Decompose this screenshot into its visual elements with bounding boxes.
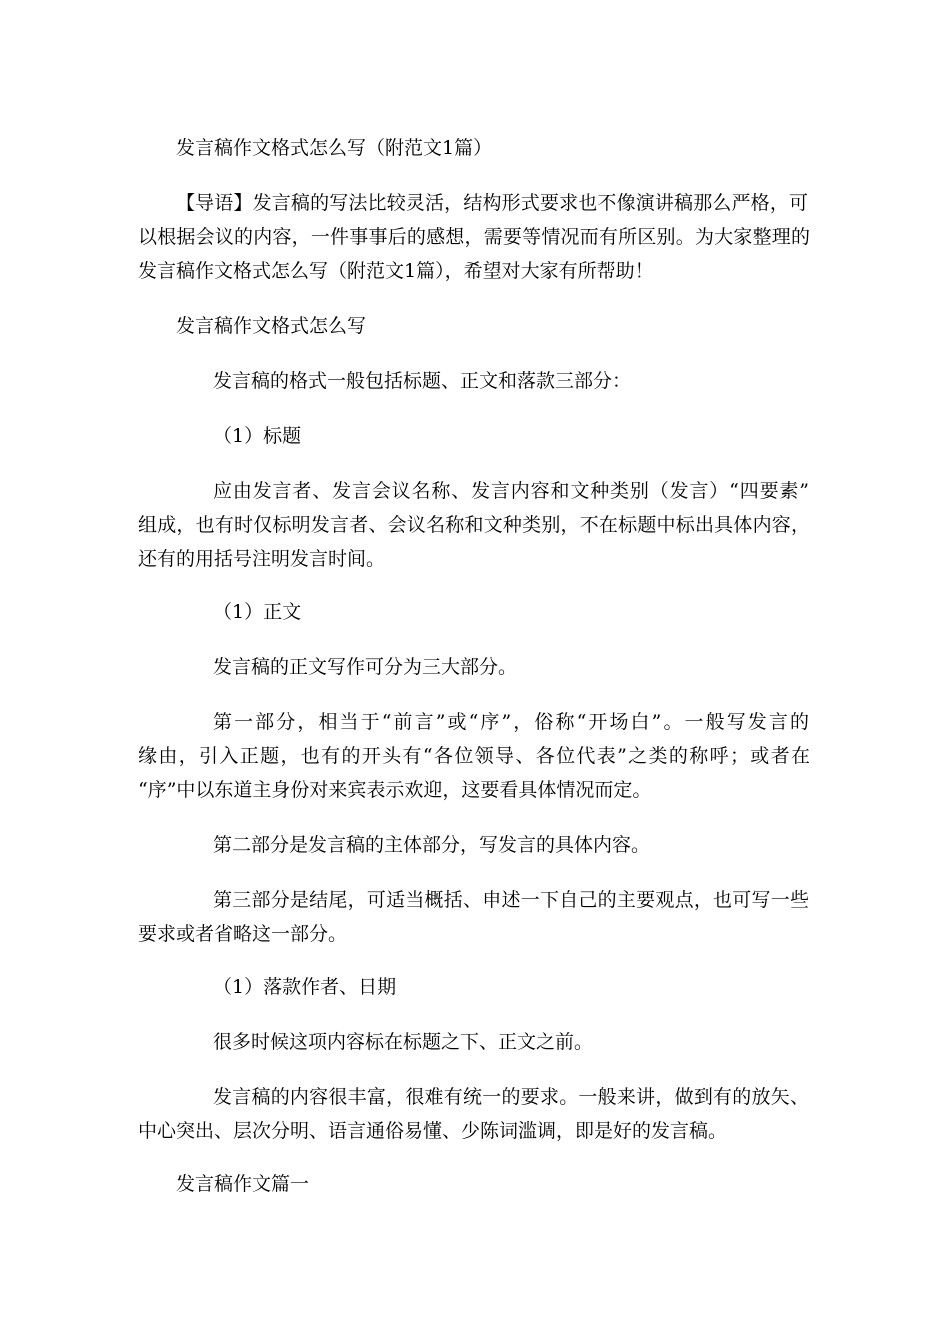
- intro-line-3: 发言稿作文格式怎么写（附范文1篇），希望对大家有所帮助！: [138, 260, 654, 282]
- title-desc-line-3: 还有的用括号注明发言时间。: [138, 548, 386, 570]
- intro-line-2: 以根据会议的内容，一件事事后的感想，需要等情况而有所区别。为大家整理的: [138, 226, 810, 248]
- part1-line-2: 缘由，引入正题，也有的开头有“各位领导、各位代表”之类的称呼；或者在: [138, 745, 810, 767]
- sample-heading: 发言稿作文篇一: [176, 1173, 310, 1195]
- document-title: 发言稿作文格式怎么写（附范文1篇）: [176, 137, 493, 159]
- part2: 第二部分是发言稿的主体部分，写发言的具体内容。: [213, 834, 651, 856]
- part3-line-2: 要求或者省略这一部分。: [138, 923, 348, 945]
- summary-line-1: 发言稿的内容很丰富，很难有统一的要求。一般来讲，做到有的放矢、: [213, 1086, 809, 1108]
- summary-line-2: 中心突出、层次分明、语言通俗易懂、少陈词滥调，即是好的发言稿。: [138, 1120, 728, 1142]
- intro-line-1: 【导语】发言稿的写法比较灵活，结构形式要求也不像演讲稿那么严格，可: [176, 192, 808, 214]
- item-signature: （1）落款作者、日期: [213, 976, 397, 998]
- section-heading: 发言稿作文格式怎么写: [176, 315, 367, 337]
- part1-line-3: “序”中以东道主身份对来宾表示欢迎，这要看具体情况而定。: [138, 779, 652, 801]
- title-desc-line-2: 组成，也有时仅标明发言者、会议名称和文种类别，不在标题中标出具体内容，: [138, 514, 810, 536]
- item-body: （1）正文: [213, 601, 302, 623]
- part3-line-1: 第三部分是结尾，可适当概括、申述一下自己的主要观点，也可写一些: [213, 889, 809, 911]
- body-intro: 发言稿的正文写作可分为三大部分。: [213, 656, 518, 678]
- item-title: （1）标题: [213, 425, 302, 447]
- format-intro: 发言稿的格式一般包括标题、正文和落款三部分：: [213, 370, 632, 392]
- part1-line-1: 第一部分，相当于“前言”或“序”，俗称“开场白”。一般写发言的: [213, 711, 809, 733]
- title-desc-line-1: 应由发言者、发言会议名称、发言内容和文种类别（发言）“四要素”: [213, 480, 809, 502]
- signature-desc: 很多时候这项内容标在标题之下、正文之前。: [213, 1031, 594, 1053]
